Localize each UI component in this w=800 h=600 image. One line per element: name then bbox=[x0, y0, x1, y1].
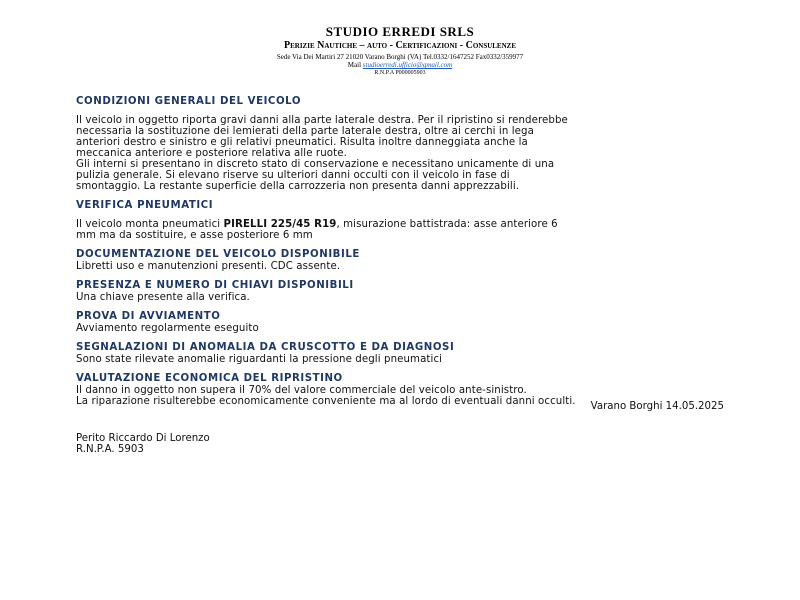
company-rnpa: R.N.P.A P000005903 bbox=[374, 70, 426, 76]
section-heading: VERIFICA PNEUMATICI bbox=[76, 200, 214, 211]
text-line: meccanica anteriore e posteriore relativa alle ruote. bbox=[76, 148, 347, 159]
signatory-name: Perito Riccardo Di Lorenzo bbox=[76, 433, 210, 444]
company-address: Sede Via Dei Martiri 27 21020 Varano Borghi (VA) Tel.0332/1647252 Fax0332/359977 bbox=[276, 53, 524, 61]
section-segnalazioni bbox=[76, 342, 724, 365]
report-body bbox=[76, 96, 724, 415]
text-line: mm ma da sostituire, e asse posteriore 6 mm bbox=[76, 230, 313, 241]
section-avviamento bbox=[76, 311, 724, 334]
section-heading: VALUTAZIONE ECONOMICA DEL RIPRISTINO bbox=[76, 373, 343, 384]
signature-block bbox=[76, 433, 210, 455]
text-line: La riparazione risulterebbe economicamente conveniente ma al lordo di eventuali danni occulti. bbox=[76, 396, 576, 407]
section-heading: CONDIZIONI GENERALI DEL VEICOLO bbox=[76, 96, 302, 107]
text-fragment: , misurazione battistrada: asse anteriore 6 bbox=[336, 219, 558, 230]
section-text: Avviamento regolarmente eseguito bbox=[76, 323, 259, 334]
company-name: STUDIO ERREDI SRLS bbox=[325, 24, 475, 39]
section-heading: SEGNALAZIONI DI ANOMALIA DA CRUSCOTTO E DA DIAGNOSI bbox=[76, 342, 455, 353]
section-text bbox=[76, 219, 724, 241]
text-line: smontaggio. La restante superficie della carrozzeria non presenta danni apprezzabili. bbox=[76, 181, 520, 192]
section-pneumatici bbox=[76, 200, 724, 241]
text-line: Il danno in oggetto non supera il 70% del valore commerciale del veicolo ante-sinistro. bbox=[76, 385, 527, 396]
text-line: Il veicolo in oggetto riporta gravi danni alla parte laterale destra. Per il ripristino si renderebbe bbox=[76, 115, 568, 126]
section-text: Libretti uso e manutenzioni presenti. CDC assente. bbox=[76, 261, 341, 272]
section-chiavi bbox=[76, 280, 724, 303]
mail-label: Mail bbox=[347, 61, 363, 69]
place-date: Varano Borghi 14.05.2025 bbox=[590, 401, 724, 412]
section-heading: DOCUMENTAZIONE DEL VEICOLO DISPONIBILE bbox=[76, 249, 360, 260]
text-line: necessaria la sostituzione dei lemierati della parte laterale destra, oltre ai cerchi in lega bbox=[76, 126, 534, 137]
company-services: Perizie Nautiche – auto - Certificazioni - Consulenze bbox=[284, 40, 516, 51]
section-text: Sono state rilevate anomalie riguardanti la pressione degli pneumatici bbox=[76, 354, 443, 365]
section-heading: PROVA DI AVVIAMENTO bbox=[76, 311, 221, 322]
section-text bbox=[76, 115, 724, 192]
letterhead bbox=[0, 24, 800, 77]
company-mail-line bbox=[0, 61, 800, 69]
text-fragment: Il veicolo monta pneumatici bbox=[76, 219, 224, 230]
section-text: Una chiave presente alla verifica. bbox=[76, 292, 250, 303]
section-condizioni bbox=[76, 96, 724, 192]
signatory-rnpa: R.N.P.A. 5903 bbox=[76, 444, 144, 455]
text-line: pulizia generale. Si elevano riserve su ulteriori danni occulti con il veicolo in fase di bbox=[76, 170, 510, 181]
text-line: anteriori destro e sinistro e gli relativi pneumatici. Risulta inoltre danneggiata anche la bbox=[76, 137, 528, 148]
section-heading: PRESENZA E NUMERO DI CHIAVI DISPONIBILI bbox=[76, 280, 354, 291]
section-documentazione bbox=[76, 249, 724, 272]
mail-link[interactable]: studioerredi.ufficio@gmail.com bbox=[362, 61, 453, 69]
tyre-model: PIRELLI 225/45 R19 bbox=[223, 219, 337, 230]
text-line: Gli interni si presentano in discreto stato di conservazione e necessitano unicamente di una bbox=[76, 159, 555, 170]
